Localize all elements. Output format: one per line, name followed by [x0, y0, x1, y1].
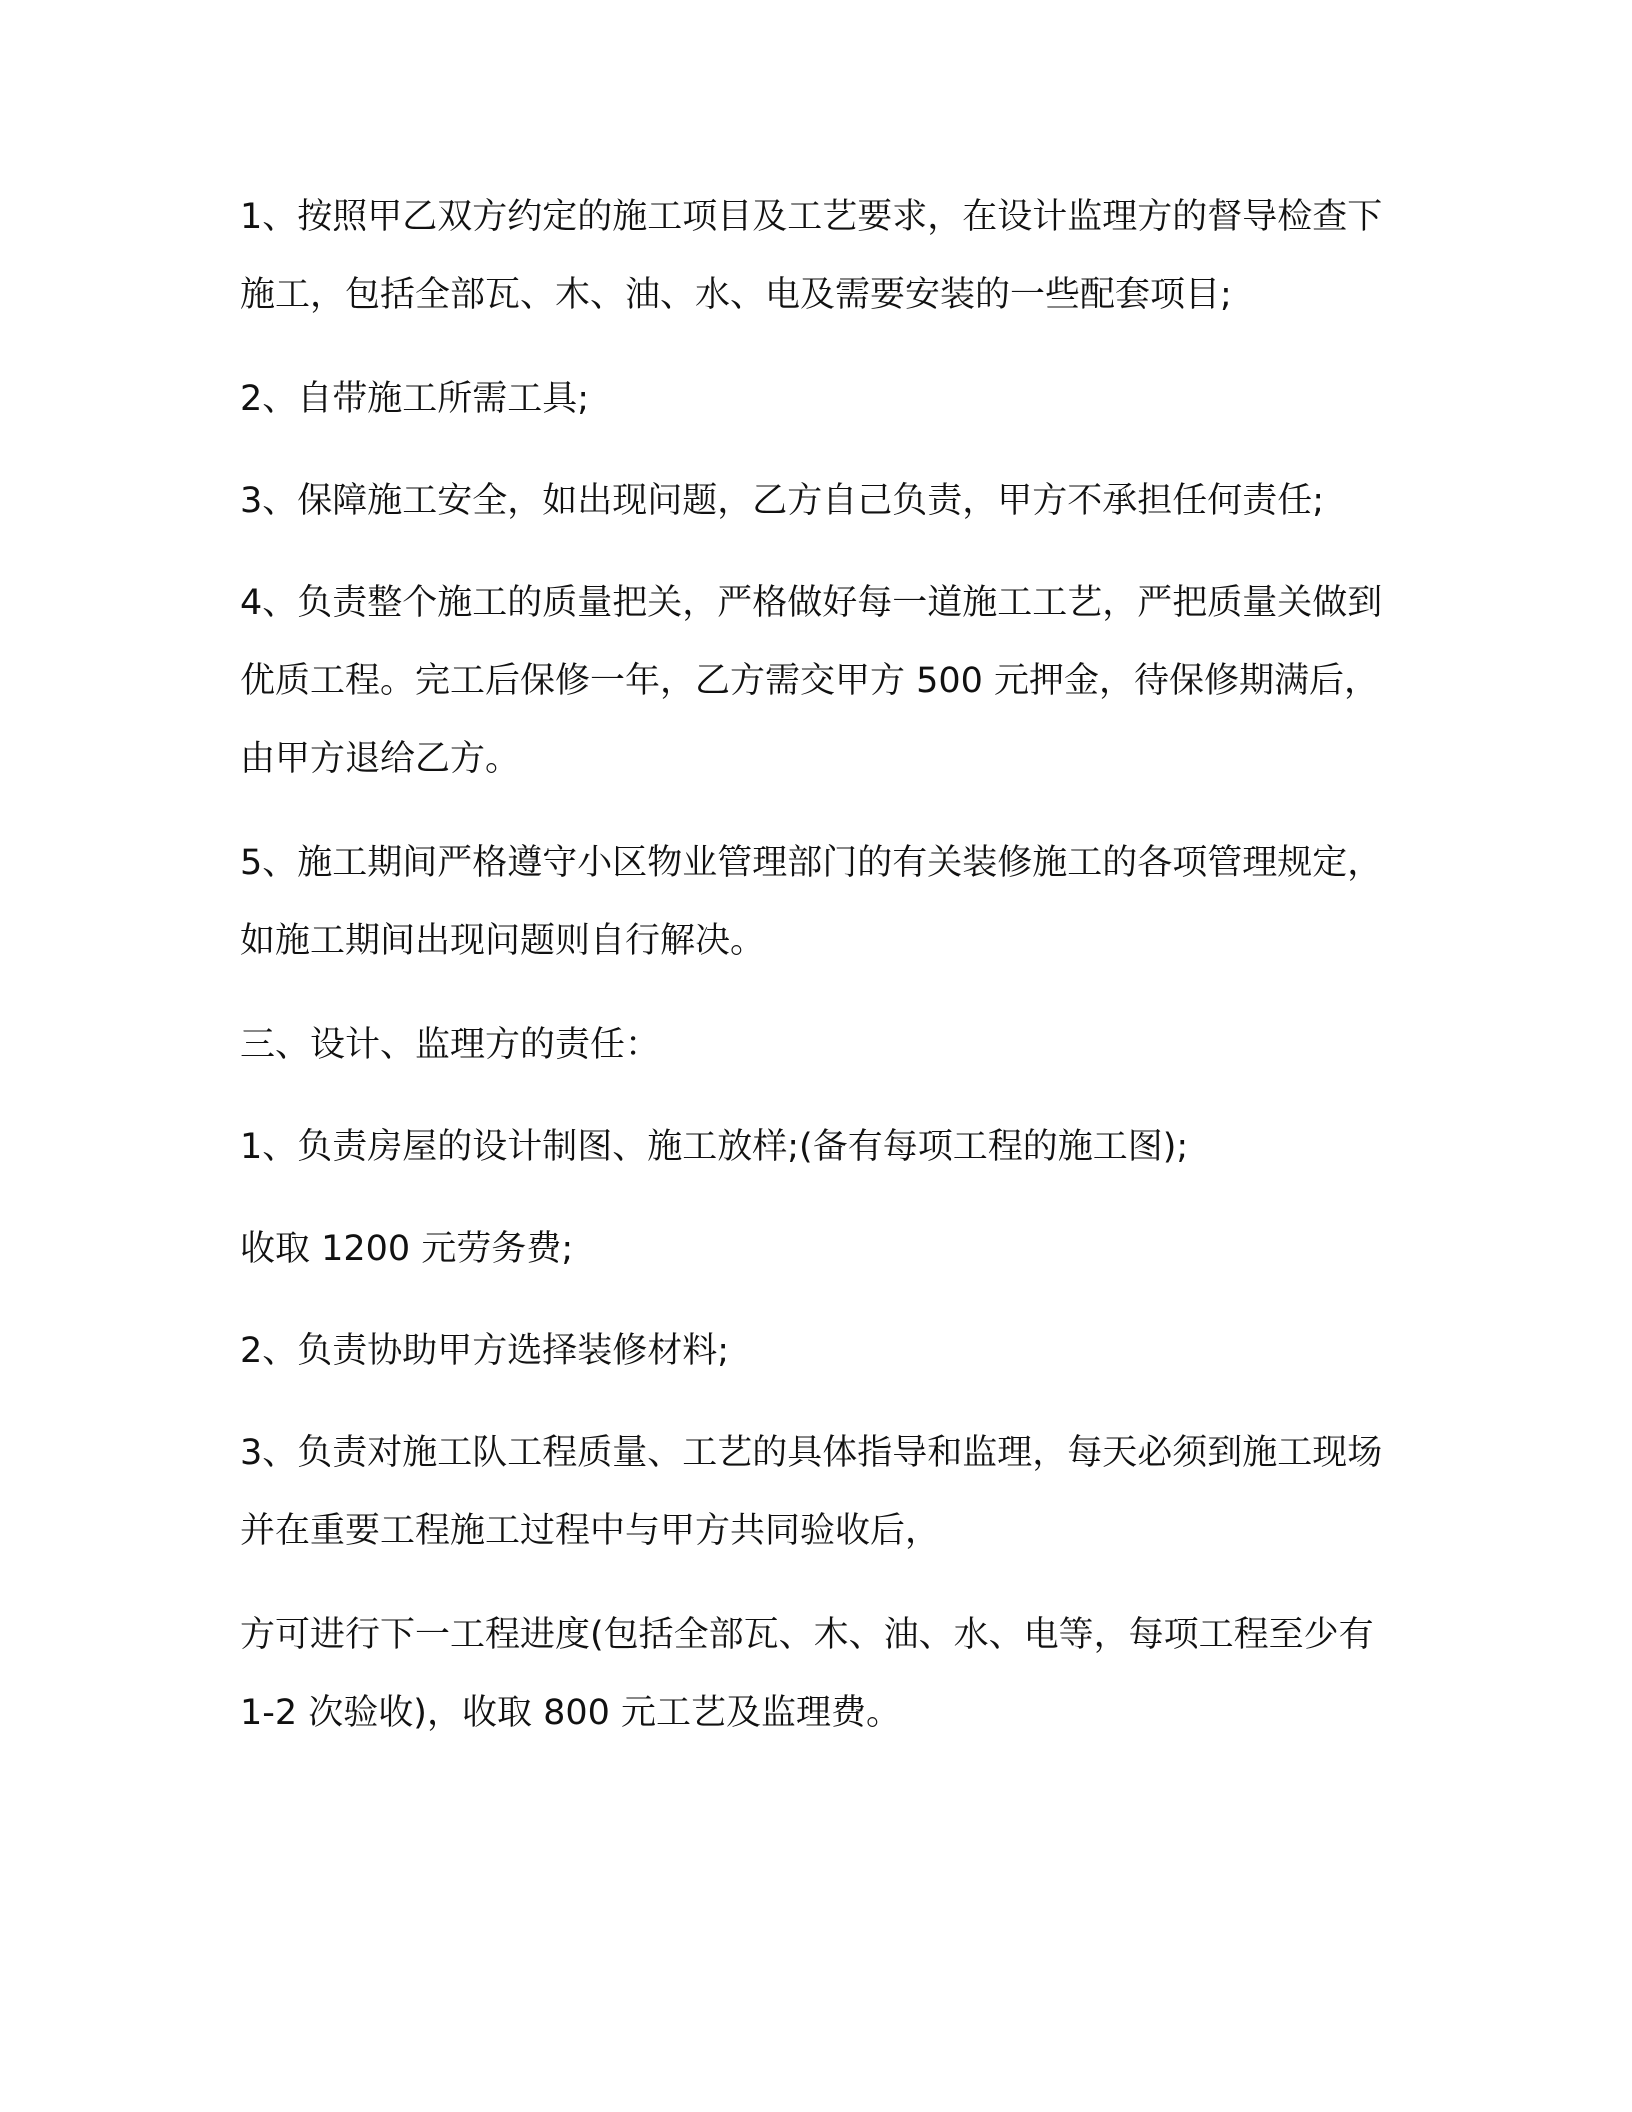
paragraph-construction-requirements: 1、按照甲乙双方约定的施工项目及工艺要求，在设计监理方的督导检查下施工，包括全部瓦、木、油、水、电及需要安装的一些配套项目;: [240, 197, 1383, 315]
paragraph-quality-warranty: 4、负责整个施工的质量把关，严格做好每一道施工工艺，严把质量关做到优质工程。完工后保修一年，乙方需交甲方 500 元押金，待保修期满后，由甲方退给乙方。: [240, 583, 1383, 779]
paragraph-own-tools: 2、自带施工所需工具;: [240, 379, 590, 419]
paragraph-design-drawing: 1、负责房屋的设计制图、施工放样;(备有每项工程的施工图);: [240, 1127, 1189, 1167]
paragraph-labor-fee: 收取 1200 元劳务费;: [240, 1229, 574, 1269]
paragraph-property-rules: 5、施工期间严格遵守小区物业管理部门的有关装修施工的各项管理规定，如施工期间出现问题则自行解决。: [240, 843, 1383, 961]
paragraph-supervision: 3、负责对施工队工程质量、工艺的具体指导和监理，每天必须到施工现场并在重要工程施工过程中与甲方共同验收后，: [240, 1433, 1383, 1551]
paragraph-next-phase-fee: 方可进行下一工程进度(包括全部瓦、木、油、水、电等，每项工程至少有 1-2 次验收)，收取 800 元工艺及监理费。: [240, 1615, 1374, 1733]
paragraph-material-selection: 2、负责协助甲方选择装修材料;: [240, 1331, 730, 1371]
section-heading-design-supervision: 三、设计、监理方的责任：: [240, 1025, 661, 1065]
paragraph-safety: 3、保障施工安全，如出现问题，乙方自己负责，甲方不承担任何责任;: [240, 481, 1325, 521]
